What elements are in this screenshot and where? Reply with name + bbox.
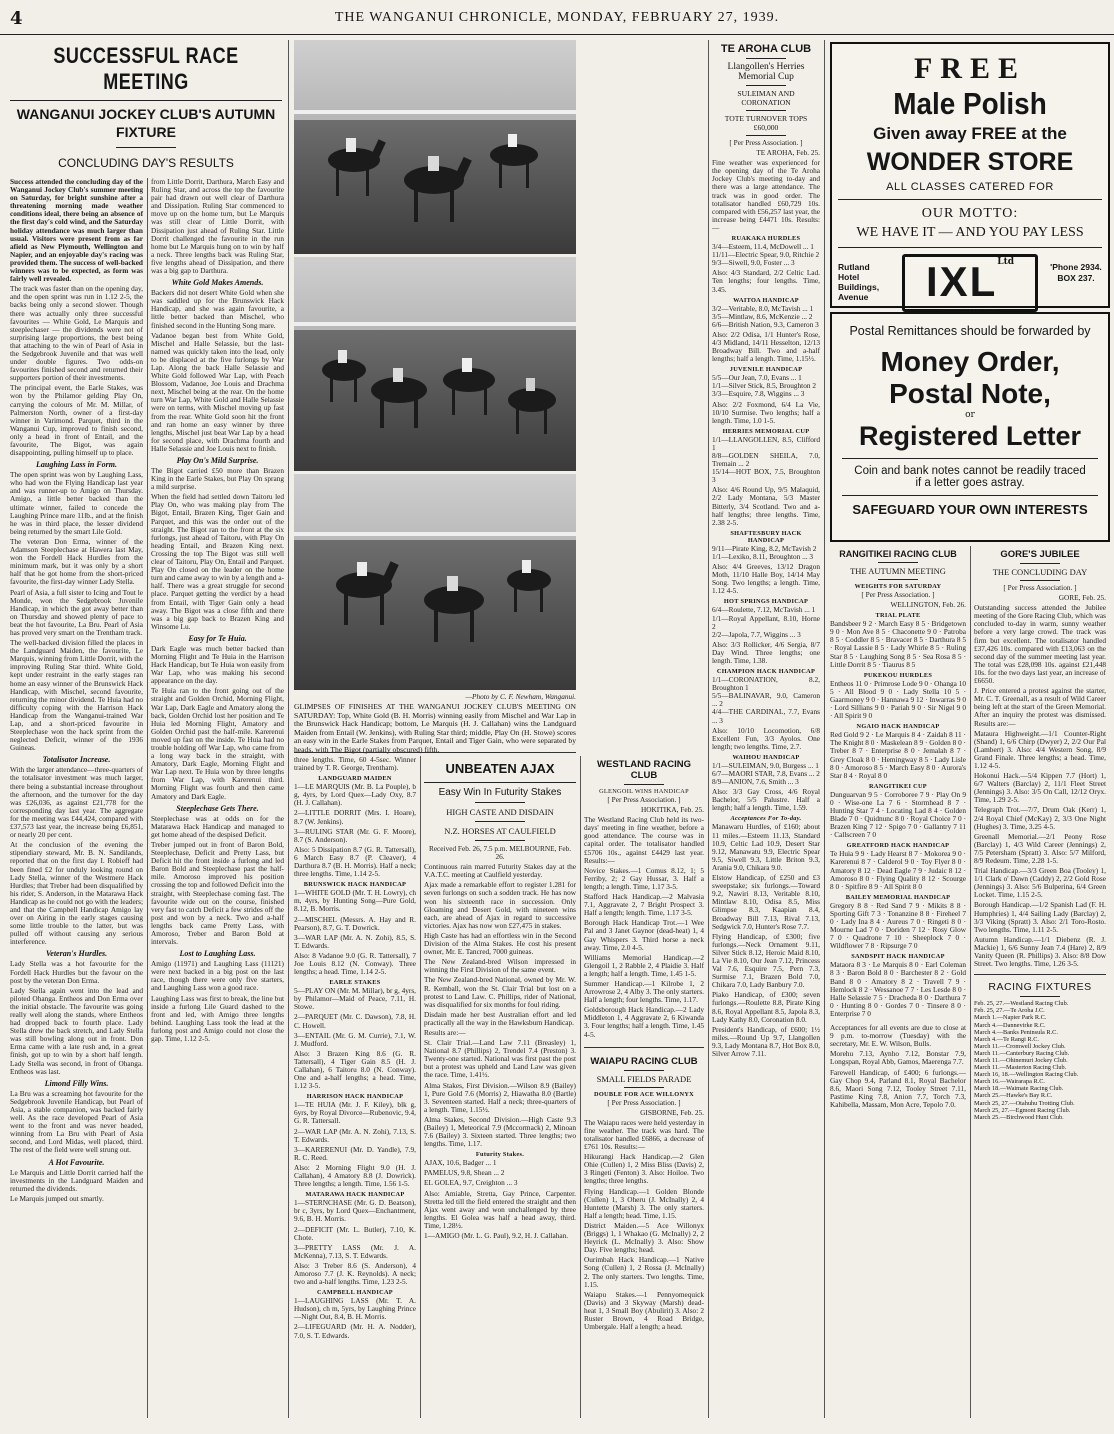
te-aroha-event-ruakaka: RUAKAKA HURDLES bbox=[731, 235, 801, 243]
wonder-store-advertisement bbox=[830, 42, 1110, 308]
rangitikei-column: RANGITIKEI RACING CLUB THE AUTUMN MEETING WEIGHTS FOR SATURDAY [ Per Press Association. ] WELLINGTON, Feb. 26. TRIAL PLATE Bandsbeer 9 2 · March Easy 8 5 · Bridgetown 9 0 · Mon Ave 8 5 · Chaconette 9 0 · Patroba 8 5 · Coddler 8 5 · Bravacer 8 5 · Darthura 8 5 · Royal Lassie 8 5 · Lady Whirle 8 5 · Ruling Star 8 5 · Laughing Song 8 5 · Sea Rosa 8 5 · Little Dorrit 8 5 · Tiaurus 8 5 PUKEKOU HURDLES Entheos 11 0 · Primrose Lode 9 0 · Ohanga 10 5 · All Blood 9 0 · Lady Stella 10 5 · Gaarmoney 9 0 · Hannawa 9 12 · Inwarras 9 0 · Lord Sillians 9 0 · Pariah 9 0 · Sir Nigel 9 0 · All Spirit 9 0 NGAIO HACK HANDICAP Red Gold 9 2 · Le Marquis 8 4 · Zaidah 8 11 · The Knight 8 0 · Maskelean 8 9 · Golden 8 0 · Treber 8 7 · Enterprise 8 0 · Jemalah 8 7 · Grey Cloak 8 0 · Hemingway 8 5 · Lady Lisle 8 0 · Amoroso 8 5 · March Easy 8 0 · Aurora's Star 8 4 · Royal 8 0 RANGITIKEI CUP Dunguarvan 9 5 · Corroboree 7 9 · Play On 9 0 · Wise-one La 7 6 · Stormhead 8 7 · Hunting Star 7 4 · Locating Lad 8 4 · Golden Blade 7 0 · Quidnunc 8 0 · Royal Choice 7 0 · Brazen King 7 12 · Spigo 7 0 · Gallantry 7 11 · Callscreen 7 0 GREATFORD HACK HANDICAP Te Huia 9 9 · Lady Hearst 8 7 · Mokorea 9 0 · Karerenui 8 7 · Calderol 9 0 · Toy Flyer 8 0 · Amatory 8 12 · Dead Eagle 7 9 · Judaic 8 12 · Amoroso 8 0 · Flying Quality 8 12 · Scourge 8 0 · Spitfire 8 9 · All Spirit 8 0 BAILEY MEMORIAL HANDICAP Gregory 8 8 · Red Sand 7 9 · Mikits 8 8 · Sporting Gift 7 3 · Tonanzine 8 8 · Fireheel 7 0 · Lady Ina 8 4 · Aureus 7 0 · Ringeti 8 0 · Mourne Lad 7 0 · Doriden 7 12 · Rosy Glow 7 0 · Quadrone 7 10 · Sheeplock 7 0 · Wildflower 7 8 · Ripsurge 7 0 SANDSPIT HACK HANDICAP Mataora 8 3 · Le Marquis 8 0 · Earl Coleman 8 3 · Baron Bold 8 0 · Barchester 8 2 · Gold Band 8 0 · Amatory 8 2 · Travell 7 9 · Hemlock 8 2 · Wessanoe 7 7 · Les Lesde 8 0 · Halle Selassie 7 5 · Dracheda 8 0 · Darthura 7 0 · Hunting 8 0 · Gordes 7 0 · Tinsere 8 0 · Enterprise 7 0 Acceptances for all events are due to close at 9 p.m. to-morrow (Tuesday) with the secretary, Mr. E. W. Wilson, Bulls. Morehu 7.13, Aynho 7.12, Bonstar 7.9, Longspan, Royal Abb, Gamos, Maerenga 7.7. Farewell Handicap, of £400; 6 furlongs.—Gay Chop 9.4, Parland 8.1, Royal Bachelor 8.6, Maori Song 7.12, Tooley Street 7.11, Pastime King 7.8, Anion 7.7, Torch 7.3, Kahibella, Massam, Mon Acre, Tepolo 7.0. bbox=[830, 549, 966, 1109]
gore-press: [ Per Press Association. ] bbox=[1003, 583, 1077, 592]
rangitikei-subtitle: THE AUTUMN MEETING bbox=[850, 566, 946, 576]
te-aroha-deck-3: TOTE TURNOVER TOPS £60,000 bbox=[724, 114, 808, 132]
results-heading-harrison: HARRISON HACK HANDICAP bbox=[306, 1093, 404, 1101]
westland-title: WESTLAND RACING CLUB bbox=[597, 759, 691, 781]
fixture-item: March 1.—Napier Park R.C. bbox=[974, 1014, 1047, 1022]
subhead-veterans: Veteran's Hurdles. bbox=[45, 949, 108, 959]
rangitikei-event-ngaio: NGAIO HACK HANDICAP bbox=[856, 723, 940, 731]
waiapu-deck: DOUBLE FOR ACE WILLONYX bbox=[593, 1090, 695, 1098]
futurity-heading: Futurity Stakes. bbox=[475, 1151, 525, 1159]
fixture-item: Feb. 25, 27.—Westland Racing Club. bbox=[974, 1000, 1069, 1008]
race-story-column-2: from Little Dorrit, Darthura, March Easy and Ruling Star, and across the top the favourite pair had drawn out well clear of Darthura and Dissipation. Ruling Star commenced to move up on the home turn, but Le Marquis was still clear of Little Dorrit, with Dissipation just ahead of Ruling Star. Little Dorrit challenged the favourite in the run home but Le Marquis hung on to win by half a neck. Three lengths back was Ruling Star, five lengths ahead of Dissipation, and there was a big gap to Darthura. White Gold Makes Amends. Backers did not desert White Gold when she was saddled up for the Brunswick Hack Handicap, and she was again favourite, a little better backed than Mischel, who finished second in the Hunting Song mare. Vadanoe began best from White Gold, Mischel and Halle Selassie, but the last-named was quickly taken into the lead, only to be displaced at the five furlongs by War Lap. Along the back Halle Selassie and White Gold followed War Lap, with Peach Blossom, Vadanoe, Joe Louis and Drachma next, Mischel being at the rear. On the home turn War Lap, White Gold and Halle Selassie were on terms, with Mischel moving up fast from the rear. White Gold soon hit the front and ran home an easy winner by three lengths, Mischel just beat War Lap by a head for second place, with Drachma fourth and Halle Selassie and Joe Louis next to finish. Play On's Mild Surprise. The Bigot carried £50 more than Brazen King in the Earle Stakes, but Play On sprang a mild surprise. When the field had settled down Taitoru led Play On, who was making play from The Bigot, Entail, Brazen King, Tiger Gain and Parquet, and this was the order out of the straight. The Bigot ran to the front at the six furlongs, just ahead of Taitoru, with Play On heading Entail, and Brazen King next. Crossing the top The Bigot was still well clear of Taitoru, Play On, Entail and Parquet. Play On closed on the leader on the home turn and came away to win by a length and a-half. There was a great struggle for second place. Parquet getting the verdict by a head from Entail, with Tiger Gain only a head away. The Bigot was a close fifth and there was a big gap back to Brazen King and Winsome Lu. Easy for Te Huia. Dark Eagle was much better backed than Morning Flight and Te Huia in the Harrison Hack Handicap, but Te Huia won easily from War Lap, who was making his second appearance on the day. Te Huia ran to the front going out of the straight and Golden Orchid, Morning Flight, War Lap, Dark Eagle and Amatory along the back, Golden Orchid lost her position and Te Huia led Morning Flight, Amatory and Golden Orchid past the half-mile. Karerenui moved up fast on the inside. Te Huia had no trouble holding off War Lap, who came from a long way back in the straight, with Amatory, Dark Eagle, Morning Flight and War Lap next. Te Huia won by three lengths from War Lap, with Karerenui third. Morning Flight was fourth and then came Amatory and Dark Eagle. Steeplechase Gets There. Steeplechase was at odds on for the Matarawa Hack Handicap and managed to get home ahead of the despised Deficit. Treber jumped out in front of Baron Bold, Steeplechase, Deficit and Pretty Lass, but Deficit hit the front inside a furlong and led Baron Bold and Steeplechase past the half-mile. Amoroso improved his position crossing the top and followed Deficit into the straight, with Steeplechase coming fast. The favourite wide out on the course, finished very fast to catch Deficit a few strides off the post and won by a neck. Two and a-half lengths back came Pretty Lass, with Amoroso, Treber and Baron Bold at intervals. Lost to Laughing Lass. Amigo (11971) and Laughing Lass (11121) were next backed in a big post on the last race, though there were only five starters, and Laughing Lass won a good race. Laughing Lass was first to break, the line but inside a furlong Lile Guard dashed to the front and led, with Amigo three lengths behind. Laughing Lass took the lead at the furlong post and Amigo could not close the gap. Time, 1.12 2-5. bbox=[151, 177, 284, 1043]
postal-remittances-advertisement bbox=[830, 312, 1110, 542]
te-aroha-event-hot-springs: HOT SPRINGS HANDICAP bbox=[723, 598, 809, 606]
westland-waiapu-column: WESTLAND RACING CLUB GLENGOIL WINS HANDICAP [ Per Press Association. ] HOKITIKA, Feb. 25. The Westland Racing Club held its two-days' meeting in fine weather, before a good attendance. The course was in capital order. The totalisator handled £5706 10s., against £4429 last year. Results:— Novice Stakes.—1 Comus 8.12, 1; 5 Ferriby, 2; 2 Gay Hussar, 3. Half a length; a length. Time, 1.17 3-5. Stafford Hack Handicap.—2 Malvasia 7.1, Aggravate 2, 7 Bright Prospect 3. Half a length; length. Time, 1.17 3-5. Borough Hack Handicap Trot.—1 Wee Pal and 3 Janet Gaynor (dead-heat) 1, 4 Gay Whispers 3. Third horse a neck away. Time, 2.0 4-5. Williams Memorial Handicap.—2 Glengoil 1, 2 Rabble 2, 4 Plaidie 3. Half a length; half a length. Time, 1.45 1-5. Summer Handicap.—1 Kilrobe 1, 2 Arrowrose 2, 4 Alby 3. The only starters. Half a length; four lengths. Time, 1.17. Goldsborough Hack Handicap.—2 Lady Middleton 1, 4 Aggravate 2, 6 Kiwanda 3. Four lengths; half a length. Time, 1.45 4-5. WAIAPU RACING CLUB SMALL FIELDS PARADE DOUBLE FOR ACE WILLONYX [ Per Press Association. ] GISBORNE, Feb. 25. The Waiapu races were held yesterday in fine weather. The track was hard. The totalisator handled £6866, a decrease of £761 10s. Results:— Hikurangi Hack Handicap.—2 Glen Ohie (Cullen) 1, 2 Miss Bliss (Davis) 2, 3 Ringeti (Fenton) 3. Also: Hoiloe. Two lengths; three lengths. Flying Handicap.—1 Golden Blonde (Cullen) 1, 3 Oheru (J. McInally) 2, 4 Huntette (Marsh) 3. The only starters. Half a length; head. Time, 1.15. District Maiden.—5 Ace Willonyx (Briggs) 1, 1 Whakao (G. McInally) 2, 2 Heyrick (L. McInally) 3. Also: Show Day. Five lengths; head. Ourimbah Hack Handicap.—1 Native Song (Cullen) 1, 2 Rossa (J. McInally) 2. The only starters. Two lengths. Time, 1.15. Waiapu Stakes.—1 Pennyomequick (Davis) and 3 Skyway (Marsh) dead-heat 1, 3 Small Boy (Abulirit) 3. Also: 2 Ruster Brown, 4 Road Bridge, Umbergale. Half a length; a head. bbox=[584, 759, 704, 1332]
rangitikei-event-cup: RANGITIKEI CUP bbox=[869, 782, 927, 790]
waiapu-title: WAIAPU RACING CLUB bbox=[590, 1055, 698, 1067]
waiapu-subtitle: SMALL FIELDS PARADE bbox=[596, 1073, 692, 1084]
fixture-item: March 4.—Banks Peninsula R.C. bbox=[974, 1028, 1058, 1036]
subhead-limond-filly: Limond Filly Wins. bbox=[44, 1078, 109, 1088]
ad-line-1: Given away FREE at the bbox=[873, 124, 1067, 143]
rangitikei-title: RANGITIKEI RACING CLUB bbox=[839, 549, 957, 559]
fixtures-title: RACING FIXTURES bbox=[988, 981, 1092, 994]
results-heading-matarawa: MATARAWA HACK HANDICAP bbox=[305, 1191, 405, 1199]
gore-title: GORE'S JUBILEE bbox=[1000, 549, 1080, 560]
rangitikei-press: [ Per Press Association. ] bbox=[861, 590, 935, 599]
photo-credit: —Photo by C. F. Newham, Wanganui. bbox=[465, 692, 576, 701]
te-aroha-press: [ Per Press Association. ] bbox=[729, 138, 803, 147]
rangitikei-event-bailey: BAILEY MEMORIAL HANDICAP bbox=[845, 893, 951, 901]
westland-press: [ Per Press Association. ] bbox=[607, 795, 681, 804]
fixture-item: Feb. 25, 27.—Te Aroha J.C. bbox=[974, 1007, 1045, 1015]
rangitikei-footer: Acceptances for all events are due to close at 9 p.m. to-morrow (Tuesday) with the secretary, Mr. E. W. Wilson, Bulls. bbox=[830, 1023, 966, 1049]
horse-racing-photo-illustration bbox=[294, 40, 576, 690]
photo-caption: GLIMPSES OF FINISHES AT THE WANGANUI JOCKEY CLUB'S MEETING ON SATURDAY: Top, White Gold (B. H. Morris) winning easily from Mischel and War Lap in the Brunswick Hack Handicap; bottom, Le Marquis (H. J. Callahan) wins the Landguard Maiden from Entail (W. Jenkins), with Ruling Star third; middle, Play On (H. Stowe) scores an easy win in the Earle Stakes from Parquet, Entail and Tiger Gain, who were separated by heads, with The Bigot (partially obscured) fifth. bbox=[294, 702, 576, 755]
ad-ixl-suffix: Ltd bbox=[997, 257, 1015, 267]
te-aroha-event-herries: HERRIES MEMORIAL CUP bbox=[722, 427, 810, 435]
fixture-item: March 25, 27.—Otahuhu Trotting Club. bbox=[974, 1099, 1075, 1107]
fixtures-list bbox=[974, 1000, 1106, 1121]
westland-dateline: HOKITIKA, Feb. 25. bbox=[640, 805, 704, 815]
ad-phone: 'Phone 2934. BOX 237. bbox=[1050, 262, 1102, 283]
ajax-deck-3: N.Z. HORSES AT CAULFIELD bbox=[444, 826, 556, 836]
postal-registered-letter: Registered Letter bbox=[858, 421, 1082, 451]
ajax-deck-1: Easy Win In Futurity Stakes bbox=[438, 787, 562, 798]
fixture-item: March 25.—Hawke's Bay R.C. bbox=[974, 1092, 1053, 1100]
results-heading-earle: EARLE STAKES bbox=[329, 979, 381, 987]
race-deck-2: CONCLUDING DAY'S RESULTS bbox=[58, 156, 234, 170]
te-aroha-deck-2: SULEIMAN AND CORONATION bbox=[737, 89, 795, 107]
page-number: 4 bbox=[10, 8, 23, 29]
race-story-column-1: Success attended the concluding day of the Wanganui Jockey Club's summer meeting on Saturday, for bright sunshine after a threatening morning made weather conditions ideal, there being an absence of the first day's cold wind, and the Saturday holiday attendance was much larger than usual. Visitors were present from as far afield as New Plymouth, Wellington and Napier, and an enjoyable day's racing was provided them. The success of well-backed winners was to be expected, as form was fairly well revealed. The track was faster than on the opening day, and the open sprint was run in 1.12 2-5, the backs being only a second slower. Though there was actually only three successful favourites — White Gold, Le Marquis and steeplechaser — the dividends were not of surprising large proportions, the best being that attaching to the win of Pearl of Asia in the Sedgebrook Juvenile and that was well under double figures. Two odds-on favourites finished second and returned their supporters portion of their investments. The principal event, the Earle Stakes, was won by the Philamor gelding Play On, carrying the colours of Mr. M. Millar, of Palmerston North, owner of a first-day winner in Varimond. Parquet, third in the Wanganui Cup, improved to finish second, only a head in front of Entail, and the favourite, The Bigot, was again disappointing, pulling himself up to place. Laughing Lass in Form. The open sprint was won by Laughing Lass, who had won the Flying Handicap last year and was runner-up to Amigo on Thursday. Amigo, a little better backed than the ultimate winner, failed to concede the Laughing Prince mare 11lb., and at the finish he was in third place, the lesser dividend being returned by the smart Lile Gold. The veteran Don Erma, winner of the Adamson Steeplechase at Hawera last May, won the Fordell Hack Hurdles from the minimum mark, but it was only by a short half that he got home from the short-priced favourite, the first-day winner Lady Stella. Pearl of Asia, a full sister to Icing and Tout le Monde, won the Sedgebrook Juvenile Handicap, in which the got away better than on Thursday and showed plenty of pace to beat the hot favourite, La Bru. Pearl of Asia has proved very smart on the Trentham track. The well-backed division filled the places in the Landguard Maiden, the favourite, Le Marquis, winning from Little Dorrit, with the improving Ruling Star third. White Gold, kept under restraint in the early stages ran home an easy winner of the Brunswick Hack Handicap, with Mischel, second favourite, returning the minor dividend. Te Huia had no difficulty coping with the Harrison Hack Handicap from the Wanganui-trained War Lap, and a short-priced favourite in Steeplechase won the hack sprint from the neglected Deficit, winner of the 1936 Guineas. Totalisator Increase. With the larger attendance—three-quarters of the totalisator investment was much larger, there being a substantial increase throughout the afternoon, and the turnover for the day was £26,036, as against £21,778 for the corresponding day last year. The aggregate for the meeting was £44,424, compared with £37,573 last year, the increase being £6,851, or nearly 20 per cent. At the conclusion of the evening the stipendiary steward, Mr. B. N. Sandilands, reported that on the first day I. Robieff had been fined £2 for unduly looking round on Lady Stella, winner of the Westmere Hack Hurdles; that Treber had been disqualified by his rider, S. Anderson, in the Matarawa Hack Handicap as he could not go with the leaders; and that the Campbell Handicap Amigo lay over on Airing in the early stages causing some little trouble to the latter, but was pulled off without causing any serious interference. Veteran's Hurdles. Lady Stella was a hot favourite for the Fordell Hack Hurdles but the favour on the post by the veteran Don Erma. Lady Stella again went into the lead and piloted Ohanga. Entheos and Don Erma over the initial obstacle. The favourite was going really well along the stands, where Entheos had dropped back to fourth place. Lady Stella drew the back stretch, and Lady Stella was still bowling along out in front. Don Erma came with a late rush and, in a great finish, got up to win by a short half length. Lady Stella was second, in front of Ohanga. Entheos was last. Limond Filly Wins. La Bru was a screaming hot favourite for the Sedgebrook Juvenile Handicap, but Pearl of Asia, a stable companion, was backed fairly well. As the race developed Pearl of Asia went to the front and was never headed, winning from La Bru with Pearl of Asia second, and Lord Midas, well placed, third. The rest of the field were well strung out. A Hot Favourite. Le Marquis and Little Dorrit carried half the investments in the Landguard Maiden and returned the dividends. Le Marquis jumped out smartly. bbox=[10, 177, 143, 1203]
ajax-deck-2: HIGH CASTE AND DISDAIN bbox=[446, 807, 554, 817]
fixture-item: March 4.—Te Rangi R.C. bbox=[974, 1035, 1039, 1043]
photo-caption-block bbox=[294, 693, 576, 753]
rangitikei-event-trial: TRIAL PLATE bbox=[875, 612, 921, 620]
ad-motto-label: OUR MOTTO: bbox=[921, 206, 1019, 221]
postal-money-order: Money Order, bbox=[880, 346, 1060, 377]
rangitikei-dateline: WELLINGTON, Feb. 26. bbox=[890, 600, 966, 610]
subhead-hot-favourite: A Hot Favourite. bbox=[48, 1157, 105, 1167]
race-deck-1: WANGANUI JOCKEY CLUB'S AUTUMN FIXTURE bbox=[16, 106, 276, 140]
postal-postal-note: Postal Note, bbox=[889, 378, 1051, 409]
ajax-dateline: Received Feb. 26, 7.5 p.m. MELBOURNE, Feb. 26. bbox=[428, 844, 572, 862]
fixture-item: March 16.—Wairarapa R.C. bbox=[974, 1078, 1046, 1086]
fixture-item: March 11.—Canterbury Racing Club. bbox=[974, 1049, 1070, 1057]
waiapu-dateline: GISBORNE, Feb. 25. bbox=[640, 1107, 704, 1117]
fixture-item: March 11.—Ohinemuri Jockey Club. bbox=[974, 1056, 1068, 1064]
gore-dateline: GORE, Feb. 25. bbox=[1058, 593, 1106, 603]
fixture-item: March 25, 27.—Egmont Racing Club. bbox=[974, 1106, 1071, 1114]
subhead-totalisator: Totalisator Increase. bbox=[42, 755, 111, 765]
ad-free: FREE bbox=[913, 52, 1026, 85]
ajax-headline: UNBEATEN AJAX bbox=[445, 761, 555, 776]
rangitikei-event-sandspit: SANDSPIT HACK HANDICAP bbox=[851, 953, 945, 961]
rangitikei-deck: WEIGHTS FOR SATURDAY bbox=[854, 583, 942, 590]
te-aroha-event-champion: CHAMPION HACK HANDICAP bbox=[716, 668, 816, 676]
fixture-item: March 25.—Birchwood Hunt Club. bbox=[974, 1113, 1064, 1121]
fixture-item: March 18.—Waimate Racing Club. bbox=[974, 1085, 1064, 1093]
waiapu-press: [ Per Press Association. ] bbox=[607, 1097, 681, 1107]
postal-coin-2: if a letter goes astray. bbox=[915, 477, 1025, 489]
race-finish-photo bbox=[294, 40, 576, 690]
te-aroha-acceptances: Acceptances For To-day. bbox=[730, 815, 802, 823]
te-aroha-event-shaftesbury: SHAFTESBURY HACK HANDICAP bbox=[730, 529, 802, 544]
race-headline: SUCCESSFUL RACE MEETING bbox=[53, 42, 239, 94]
rangitikei-event-pukekou: PUKEKOU HURDLES bbox=[863, 671, 933, 679]
results-heading-brunswick: BRUNSWICK HACK HANDICAP bbox=[303, 881, 407, 889]
ad-ixl-brand: IXL bbox=[925, 258, 998, 305]
postal-or: or bbox=[965, 410, 975, 420]
te-aroha-dateline: TE AROHA, Feb. 25. bbox=[756, 148, 820, 158]
fixture-item: March 16, 18.—Wellington Racing Club. bbox=[974, 1071, 1079, 1079]
ad-product: Male Polish bbox=[893, 86, 1047, 121]
ajax-story: UNBEATEN AJAX Easy Win In Futurity Stakes HIGH CASTE AND DISDAIN N.Z. HORSES AT CAULFIELD Received Feb. 26, 7.5 p.m. MELBOURNE, Feb. 26. Continuous rain marred Futurity Stakes day at the V.A.T.C. meeting at Caulfield yesterday. Ajax made a remarkable effort to register 1.281 for seven furlongs on such a sodden track. He has now won his sixteenth race in succession. Only Gloaming and Desert Gold, with nineteen wins each, are ahead of Ajax in regard to successive victories. Ajax has now won £27,475 in stakes. High Caste has had an effortless win in the Second Division of the Alma Stakes. He cost his present owner, Mr. E. Tancred, 7000 guineas. The New Zealand-bred Wilson impressed in winning the First Division of the same event. The New Zealand-bred National, owned by Mr. W. R. Kemball, won the St. Clair Trial but lost on a protest to Land Law. C. Phillips, rider of National, was disqualified for six months for foul riding. Disdain made her best Australian effort and led practically all the way in the Hawksburn Handicap. Results are:— St. Clair Trial.—Land Law 7.11 (Breasley) 1, National 8.7 (Phillips) 2, Trendel 7.4 (Preston) 3. Twenty-one started. National was first past the post but a protest was upheld and Land Law was given the race. Time, 1.41½. Alma Stakes, First Division.—Wilson 8.9 (Bailey) 1, Pure Gold 7.6 (Morris) 2, Hiawatha 8.0 (Bartle) 3. Seventeen started. Half a neck; three-quarters of a length. Time, 1.15½. Alma Stakes, Second Division.—High Caste 9.3 (Bailey) 1, Meteorical 7.9 (Mccormack) 2, Minoan 7.6 (Bailey) 3. Sixteen started. Three lengths; two lengths. Time, 1.17. Futurity Stakes. AJAX, 10.6, Badger ... 1 PAMELUS, 9.8, Shean ... 2 EL GOLEA, 9.7, Creighton ... 3 Also: Amiable, Stretta, Gay Prince, Carpenter. Stretta led till the field entered the straight and then Ajax went away and won unchallenged by three lengths. El Golea was half a head away, third. Time, 1.28½. 1—AMIGO (Mr. L. G. Paul), 9.2, H. J. Callahan. bbox=[424, 761, 576, 1241]
newspaper-title: THE WANGANUI CHRONICLE, MONDAY, FEBRUARY 27, 1939. bbox=[334, 10, 780, 25]
ad-store: WONDER STORE bbox=[866, 148, 1074, 176]
ad-left-address: Rutland Hotel Buildings, Avenue bbox=[838, 262, 880, 302]
subhead-steeplechase: Steeplechase Gets There. bbox=[176, 803, 259, 813]
subhead-te-huia: Easy for Te Huia. bbox=[188, 633, 247, 643]
results-column: three lengths. Time, 60 4-5sec. Winner trained by T. R. George, Trentham). LANDGUARD MAIDEN 1—LE MARQUIS (Mr. B. La Pouple), b g, 4yrs, by Lord Quex—Lady Oxy, 8.7 (H. J. Callahan). 2—LITTLE DORRIT (Mrs. I. Hoare), 8.7 (W. Jenkins). 3—RULING STAR (Mr. G. F. Moore), 8.7 (S. Anderson). Also: 5 Dissipation 8.7 (G. R. Tattersall), 6 March Easy 8.7 (P. Cleaver), 4 Darthura 8.7 (B. H. Morris). Half a neck; three lengths. Time, 1.14 2-5. BRUNSWICK HACK HANDICAP 1—WHITE GOLD (Mr. T. H. Lowry), ch m, 4yrs, by Hunting Song—Pure Gold, 8.12, B. Morris. 2—MISCHEL (Messrs. A. Hay and R. Pearson), 8.7, G. T. Dowrick. 3—WAR LAP (Mr. A. N. Zohi), 8.5, S. T. Edwards. Also: 8 Vadanoe 9.0 (G. R. Tattersall), 7 Joe Louis 8.12 (N. Conway). Three lengths; a head. Time, 1.14 2-5. EARLE STAKES 5—PLAY ON (Mr. M. Millar), br g, 4yrs, by Philamor—Maid of Peace, 7.11, H. Stowe. 2—PARQUET (Mr. C. Dawson), 7.8, H. C. Howell. 3—ENTAIL (Mr. G. M. Currie), 7.1, W. J. Mudford. Also: 3 Brazen King 8.6 (G. R. Tattersall), 4 Tiger Gain 8.5 (H. J. Callahan), 6 Taitoru 8.0 (N. Conway). One and a-half lengths; a head. Time, 1.12 3-5. HARRISON HACK HANDICAP 1—TE HUIA (Mr. J. F. Kiley), blk g, 6yrs, by Royal Divorce—Rubenovic, 9.4, G. R. Tattersall. 2—WAR LAP (Mr. A. N. Zohi), 7.13, S. T. Edwards. 3—KARERENUI (Mr. D. Yandle), 7.9, R. C. Reed. Also: 2 Morning Flight 9.0 (H. J. Callahan), 4 Amatory 8.8 (J. Dowrick). Three lengths; a length. Time, 1.56 1-5. MATARAWA HACK HANDICAP 1—STERNCHASE (Mr. G. D. Beatson), br c, 3yrs, by Lord Quex—Enchantment, 9.6, B. H. Morris. 2—DEFICIT (Mr. L. Butler), 7.10, K. Chote. 3—PRETTY LASS (Mr. J. A. McKenna), 7.13, S. T. Edwards. Also: 3 Treber 8.6 (S. Anderson), 4 Amoroso 7.7 (J. K. Reynolds). A neck; two and a-half lengths. Time, 1.23 2-5. CAMPBELL HANDICAP 1—LAUGHING LASS (Mr. T. A. Hudson), ch m, 5yrs, by Laughing Prince—Night Out, 8.4, B. H. Morris. 2—LIFEGUARD (Mr. H. A. Nodder), 7.0, S. T. Edwards. bbox=[294, 755, 416, 1340]
subhead-white-gold: White Gold Makes Amends. bbox=[171, 278, 264, 288]
postal-line-1: Postal Remittances should be forwarded by bbox=[849, 324, 1091, 338]
gore-column: GORE'S JUBILEE THE CONCLUDING DAY [ Per Press Association. ] GORE, Feb. 25. Outstanding success attended the Jubilee meeting of the Gore Racing Club, which was concluded to-day in warm, sunny weather before a very large crowd. The track was firm but excellent. The totalisator handled £37,426 10s. compared with £13,063 on the second day of the summer meeting last year. The total was £28,098 10s. against £21,448 10s. for the two days last year, an increase of £6650. J. Price entered a protest against the starter, Mr. C. T. Greenall, as a result of Wild Career being left at the start of the Green Memorial. After an inquiry the protest was dismissed. Results are:— Mataura Highweight.—1/1 Counter-Right (Shand) 1, 6/6 Chirp (Dwyer) 2, 2/2 Our Pal (Lambert) 3. Also: 4/4 Western Song, 8/9 Grand Finale. Three lengths; a head. Time, 1.12 4-5. Hokonui Hack.—5/4 Kippen 7.7 (Hort) 1, 6/7 Walters (Barclay) 2, 11/1 Fleet Street (Jennings) 3. Also: 3/5 On Call, 12/12 Oryx. Time, 1.29 2-5. Telegraph Trot.—7/7, Drum Oak (Kerr) 1, 2/4 Royal Chief (McKay) 2, 3/3 One Night (Hughes) 3. Time, 3.25 4-5. Greenall Memorial.—2/1 Peony Rose (Barclay) 1, 4/3 Wild Career (Jennings) 2, 7/5 Petersham (Spratt) 3. Also: 5/7 Milford, 8/9 Redeum. Time, 2.28 1-5. Trial Handicap.—3/3 Green Boa (Tooley) 1, 1/1 Clark o' Dawn (Caddy) 2, 2/2 Gold Rose (Jennings) 3. Also: 5/6 Bulperina, 6/4 Green Locket. Time, 1.15 2-5. Borough Handicap.—1/2 Spanish Lad (F. H. Humphries) 1, 4/4 Sailing Lady (Barclay) 2, 3/3 Viking (Spratt) 3. Also: 2/1 Toro-Rosto. Two lengths. Time, 1.11 2-5. Autumn Handicap.—1/1 Diebenz (R. J. Mackie) 1, 6/6 Sunny Jean 7.4 (Hare) 2, 8/9 Vanity Queen (R. Phillips) 3. Also: 8/8 Dow Street. Two lengths. Time, 1.26 3-5. RACING FIXTURES Feb. 25, 27.—Westland Racing Club. Feb. 25, 27.—Te Aroha J.C. March 1.—Napier Park R.C. March 4.—Dannevirke R.C. March 4.—Banks Peninsula R.C. March 4.—Te Rangi R.C. March 11.—Cromwell Jockey Club. March 11.—Canterbury Racing Club. March 11.—Ohinemuri Jockey Club. March 11.—Masterton Racing Club. March 16, 18.—Wellington Racing Club. March 16.—Wairarapa R.C. March 18.—Waimate Racing Club. March 25.—Hawke's Bay R.C. March 25, 27.—Otahuhu Trotting Club. March 25, 27.—Egmont Racing Club. March 25.—Birchwood Hunt Club. bbox=[974, 549, 1106, 1121]
subhead-laughing-lass: Laughing Lass in Form. bbox=[36, 460, 117, 470]
race-story-header bbox=[10, 40, 282, 170]
subhead-lost-to-lass: Lost to Laughing Lass. bbox=[179, 949, 256, 959]
postal-safeguard: SAFEGUARD YOUR OWN INTERESTS bbox=[852, 502, 1088, 517]
te-aroha-event-juvenile: JUVENILE HANDICAP bbox=[729, 366, 803, 374]
fixture-item: March 11.—Cromwell Jockey Club. bbox=[974, 1042, 1066, 1050]
postal-coin-1: Coin and bank notes cannot be readily traced bbox=[854, 465, 1086, 477]
masthead bbox=[0, 0, 1114, 35]
fixture-item: March 11.—Masterton Racing Club. bbox=[974, 1064, 1067, 1072]
ad-motto: WE HAVE IT — AND YOU PAY LESS bbox=[856, 225, 1084, 240]
te-aroha-title: TE AROHA CLUB bbox=[720, 43, 812, 55]
results-heading-landguard: LANDGUARD MAIDEN bbox=[318, 775, 392, 783]
westland-subtitle: GLENGOIL WINS HANDICAP bbox=[599, 788, 689, 795]
te-aroha-deck-1: Llangollen's Herries Memorial Cup bbox=[727, 62, 805, 82]
te-aroha-event-waihou: WAIHOU HANDICAP bbox=[732, 753, 800, 761]
ad-line-2: ALL CLASSES CATERED FOR bbox=[886, 181, 1054, 193]
rangitikei-event-greatford: GREATFORD HACK HANDICAP bbox=[846, 842, 950, 850]
race-lead-paragraph: Success attended the concluding day of the Wanganui Jockey Club's summer meeting on Saturday, for bright sunshine after a threatening morning made weather conditions ideal, there being an absence of the first day's cold wind, and the Saturday holiday attendance was much larger than usual. Visitors were present from as far afield as New Plymouth, Wellington and Napier, and an enjoyable day's racing was provided them. The success of well-backed winners was to be expected, as form was fairly well revealed. bbox=[10, 177, 143, 284]
gore-subtitle: THE CONCLUDING DAY bbox=[992, 567, 1088, 577]
subhead-play-on: Play On's Mild Surprise. bbox=[176, 456, 259, 465]
te-aroha-column: TE AROHA CLUB Llangollen's Herries Memorial Cup SULEIMAN AND CORONATION TOTE TURNOVER TOPS £60,000 [ Per Press Association. ] TE AROHA, Feb. 25. Fine weather was experienced for the opening day of the Te Aroha Jockey Club's meeting to-day and there was a large attendance. The track was in good order. The totalisator handled £60,729 10s. compared with £56,257 last year, the increase being £4471 10s. Results:— RUAKAKA HURDLES 3/4—Esteem, 11.4, McDowell ... 1 11/11—Electric Spear, 9.0, Ritchie 2 9/3—Siwell, 9.0, Foster ... 3 Also: 4/3 Standard, 2/2 Celtic Lad. Ten lengths; four lengths. Time, 3.45. WAITOA HANDICAP 3/2—Veritable, 8.0, McTavish ... 1 3/5—Mintlaw, 8.6, McKenzie ... 2 6/6—British Nation, 9.3, Cameron 3 Also: 2/2 Odisa, 1/1 Hunter's Rose, 4/3 Midland, 14/11 Hesselton, 12/13 Broadway Bill. Two and a-half lengths; half a length. Time, 1.15½. JUVENILE HANDICAP 5/5—Our Jean, 7.0, Evans ... 1 1/1—Silver Stick, 8.5, Broughton 2 3/3—Esquire, 7.8, Wiggins ... 3 Also: 2/2 Foxmond, 6/4 La Vie, 10/10 Surmise. Two lengths; half a length. Time, 1.0 1-5. HERRIES MEMORIAL CUP 1/1—LLANGOLLEN, 8.5, Clifford 1 8/8—GOLDEN SHEILA, 7.0, Tremain ... 2 15/14—HOT BOX, 7.5, Broughton 3 Also: 4/6 Round Up, 9/5 Malaquid, 2/2 Lady Montana, 5/3 Master Bitterly, 3/4 Scotland. Two and a-half lengths; three lengths. Time, 2.38 2-5. SHAFTESBURY HACK HANDICAP 9/11—Pirate King, 8.2, McTavish 2 1/1—Lexiko, 8.11, Broughton ... 3 Also: 4/4 Greeves, 13/12 Dragon Moth, 11/10 Halle Boy, 14/14 May Song. Two lengths; a length. Time, 1.12 4-5. HOT SPRINGS HANDICAP 6/4—Roulette, 7.12, McTavish ... 1 1/1—Royal Appellant, 8.10, Horne 2 2/2—Japola, 7.7, Wiggins ... 3 Also: 3/3 Rollicker, 4/6 Sergia, 8/7 Day Wind. Three lengths; one length. Time, 1.38. CHAMPION HACK HANDICAP 1/1—CORONATION, 8.2, Broughton 1 5/5—BALINAVAR, 9.0, Cameron ... 2 4/4—THE CARDINAL, 7.7, Evans ... 3 Also: 10/10 Locomotion, 6/8 Excellent Fun, 3/3 Ayolos. One length; two lengths. Time, 2.7. WAIHOU HANDICAP 1/1—SULEIMAN, 9.0, Burgess ... 1 6/7—MAORI STAR, 7.8, Evans ... 2 8/9—ANION, 7.6, Smith ... 3 Also: 3/3 Gay Cross, 4/6 Royal Bachelor, 5/5 Palustre. Half a length; half a length. Time, 1.59. Acceptances For To-day. Manawaru Hurdles, of £160; about 11 miles.—Esteem 11.13, Standard 10.9, Celtic Lad 10.9, Desert Star 9.12, Manawatu 9.9, Electric Spear 9.5, Siwell 9.3, Little Briton 9.3, Arania 9.0, Chikara 9.0. Elstow Handicap, of £250 and £3 sweepstake; six furlongs.—Toward 9.2, Nawiri 8.13, Veritable 8.10, Mintlaw 8.10, Odisa 8.5, Miss Glimpse 8.3, Kaapian 8.4, Broadway Bill 7.13, Rival 7.13, Sedgwick 7.0, Hunter's Rose 7.7. Flying Handicap, of £300; five furlongs.—Neck Ornament 9.11, Silver Stick 8.12, Heroic Maid 8.10, La Vie 8.10, Our Jean 7.12, Princess Val 7.6, Esquire 7.5, Pern 7.3, Surmise 7.1, Brazen Bold 7.0, Chikara 7.0, Lady Banbury 7.0. Piako Handicap, of £300; seven furlongs.—Roulette 8.8, Pirate King 8.6, Royal Appellant 8.5, Japola 8.3, Lady Kathy 8.0, Coronation 8.0. President's Handicap, of £600; 1½ miles.—Round Up 9.7, Llangollen 9.3, Lady Montana 8.7, Hot Box 8.0, Silver Arrow 7.11. bbox=[712, 43, 820, 1058]
results-heading-campbell: CAMPBELL HANDICAP bbox=[317, 1289, 393, 1297]
fixture-item: March 4.—Dannevirke R.C. bbox=[974, 1021, 1046, 1029]
te-aroha-event-waitoa: WAITOA HANDICAP bbox=[733, 296, 799, 304]
